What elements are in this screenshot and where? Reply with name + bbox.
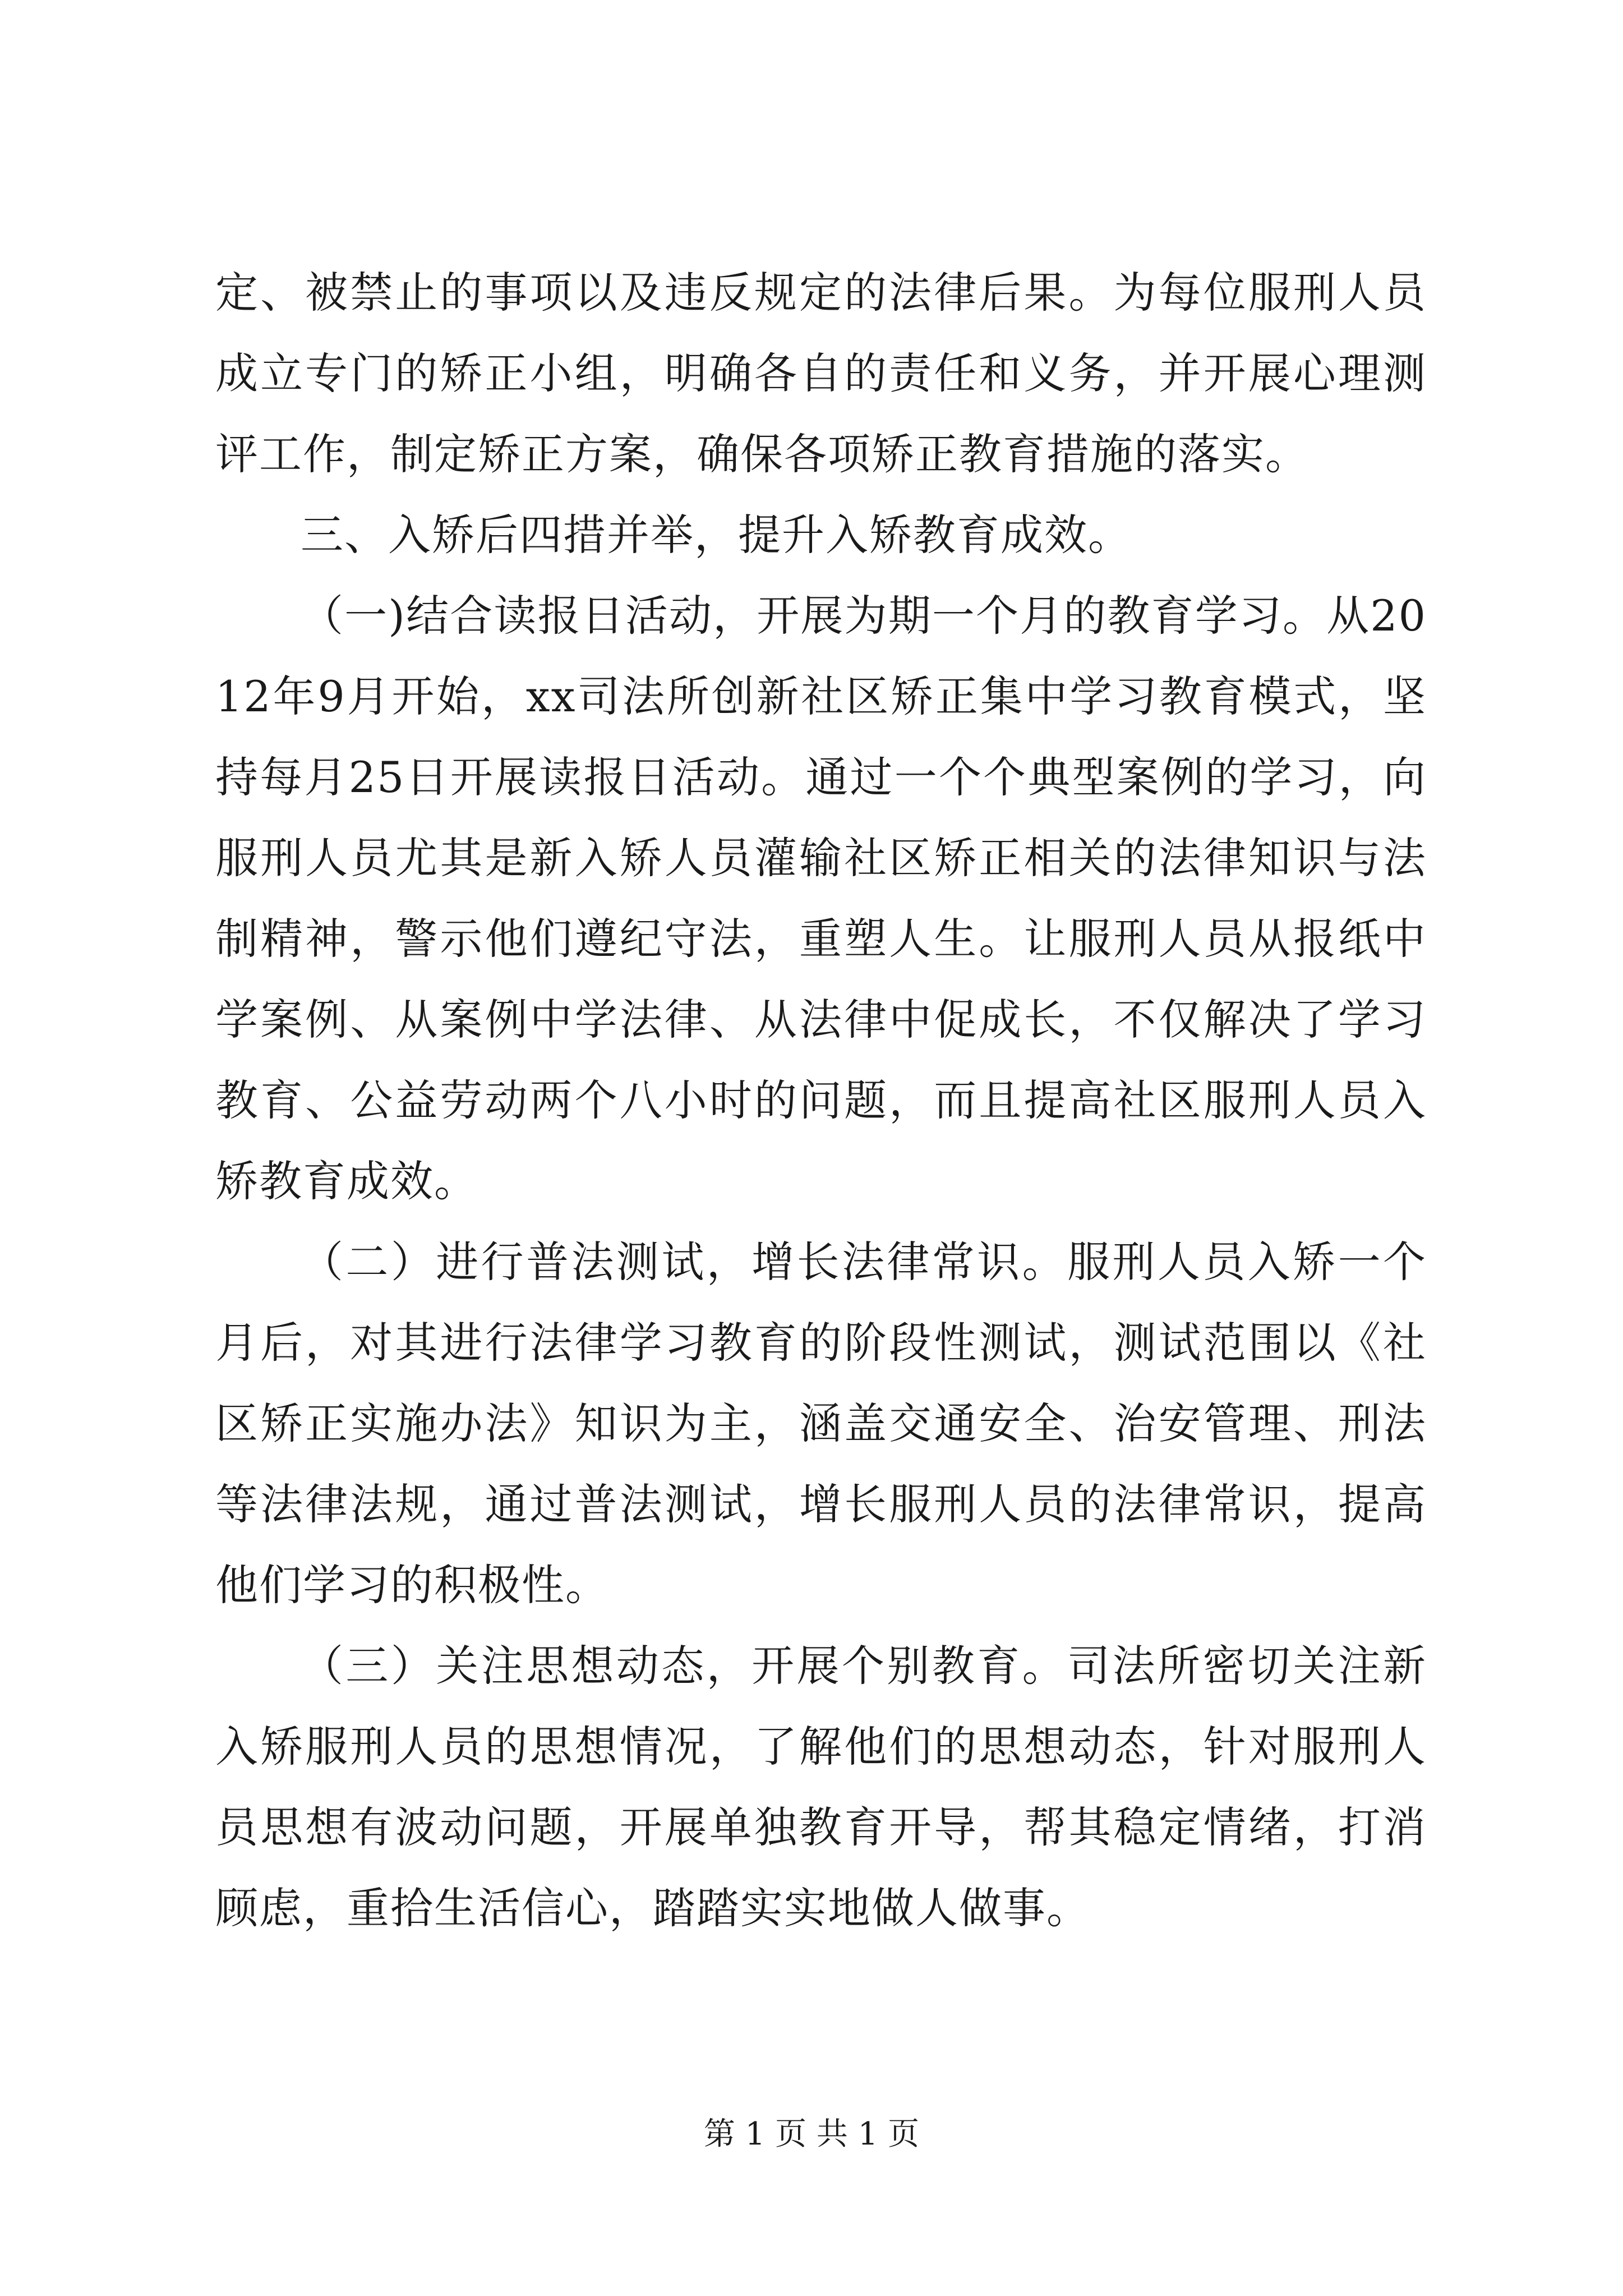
paragraph-item-2: （二）进行普法测试，增长法律常识。服刑人员入矫一个月后，对其进行法律学习教育的阶段性测试，测试范围以《社区矫正实施办法》知识为主，涵盖交通安全、治安管理、刑法等法律法规，通过普法测试，增长服刑人员的法律常识，提高他们学习的积极性。 xyxy=(215,1237,1427,1610)
paragraph-item-1: （一)结合读报日活动，开展为期一个月的教育学习。从2012年9月开始，xx司法所创新社区矫正集中学习教育模式，坚持每月25日开展读报日活动。通过一个个典型案例的学习，向服刑人员尤其是新入矫人员灌输社区矫正相关的法律知识与法制精神，警示他们遵纪守法，重塑人生。让服刑人员从报纸中学案例、从案例中学法律、从法律中促成长，不仅解决了学习教育、公益劳动两个八小时的问题，而且提高社区服刑人员入矫教育成效。 xyxy=(215,591,1427,1206)
page-number-label: 第 1 页 共 1 页 xyxy=(703,2116,920,2152)
paragraph-item-3: （三）关注思想动态，开展个别教育。司法所密切关注新入矫服刑人员的思想情况，了解他们的思想动态，针对服刑人员思想有波动问题，开展单独教育开导，帮其稳定情绪，打消顾虑，重拾生活信心，踏踏实实地做人做事。 xyxy=(215,1641,1427,1933)
page-footer xyxy=(0,2112,1623,2157)
paragraph-continuation: 定、被禁止的事项以及违反规定的法律后果。为每位服刑人员成立专门的矫正小组，明确各自的责任和义务，并开展心理测评工作，制定矫正方案，确保各项矫正教育措施的落实。 xyxy=(215,268,1427,479)
section-heading: 三、入矫后四措并举，提升入矫教育成效。 xyxy=(301,510,1132,560)
document-body xyxy=(215,252,1427,1949)
